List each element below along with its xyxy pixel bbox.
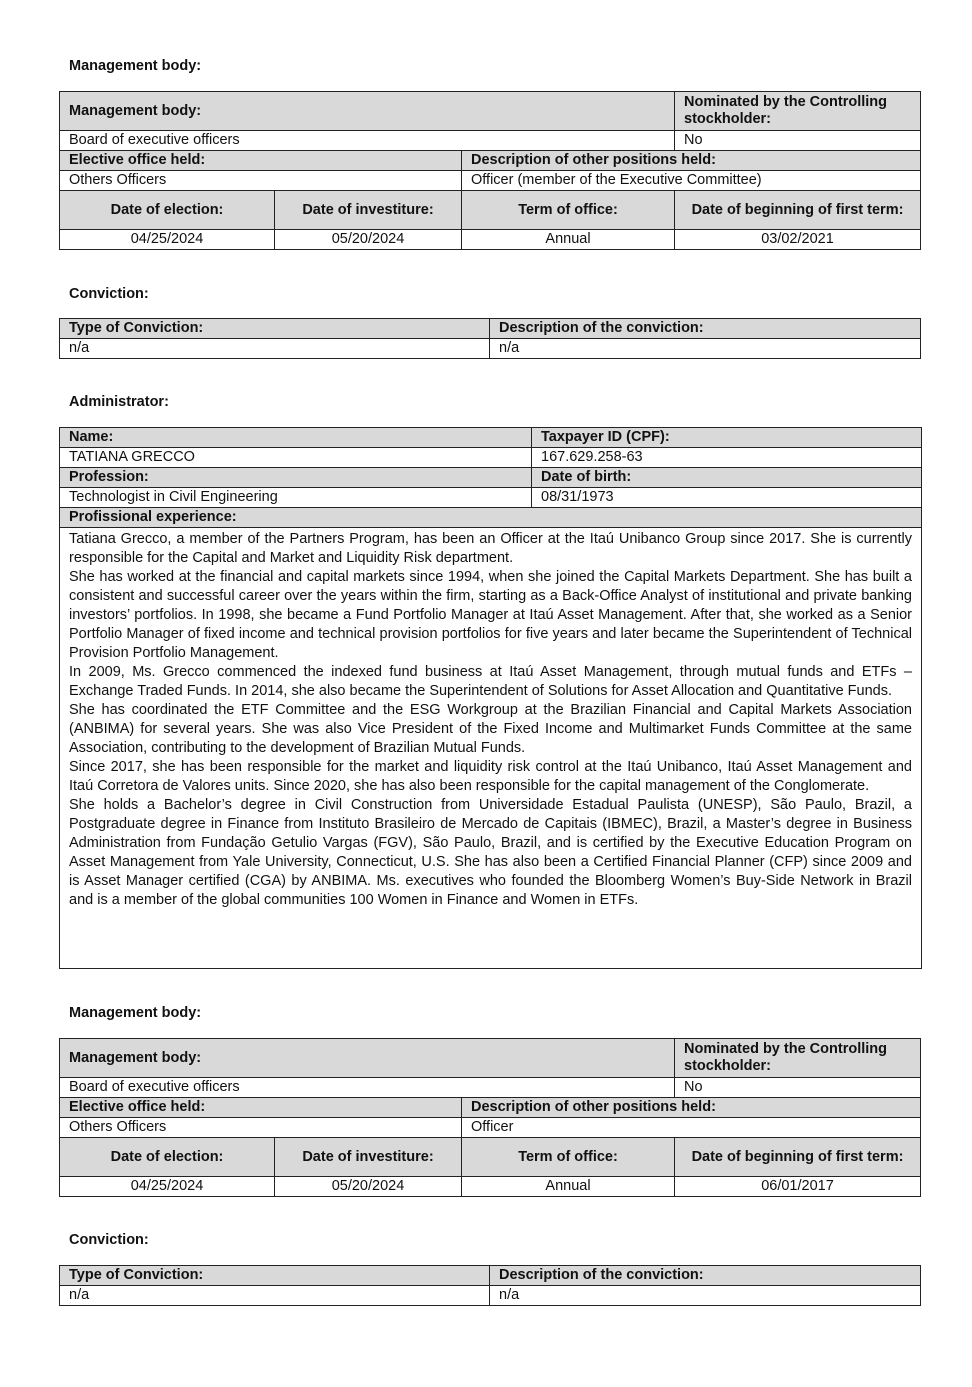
date-election-value: 04/25/2024 [60, 1177, 275, 1197]
conviction-table [59, 318, 921, 359]
other-positions-header: Description of other positions held: [462, 1098, 921, 1118]
elective-office-header: Elective office held: [60, 1098, 462, 1118]
nominated-header: Nominated by the Controlling stockholder: [675, 1039, 921, 1078]
other-positions-value: Officer [462, 1118, 921, 1138]
first-term-header: Date of beginning of first term: [675, 191, 921, 230]
conviction-type-header: Type of Conviction: [60, 319, 490, 339]
name-value: TATIANA GRECCO [60, 448, 532, 468]
conviction-title: Conviction: [69, 1232, 149, 1248]
experience-paragraph: She has coordinated the ETF Committee and the ESG Workgroup at the Brazilian Financial and Capital Markets Association (ANBIMA) for several years. She was also Vice President of the Fixed Income and Multimarket Funds Committee at the same Association, contributing to the development of Brazilian Mutual Funds. [69, 702, 912, 756]
date-election-header: Date of election: [60, 191, 275, 230]
name-header: Name: [60, 428, 532, 448]
experience-paragraph: Since 2017, she has been responsible for the market and liquidity risk control at the Itaú Unibanco, Itaú Asset Management and Itaú Corretora de Valores units. Since 2020, she has also been responsible for the capital management of the Conglomerate. [69, 759, 912, 794]
experience-paragraph: In 2009, Ms. Grecco commenced the indexed fund business at Itaú Asset Management, through mutual funds and ETFs – Exchange Traded Funds. In 2014, she also became the Superintendent of Solutions for Asset Allocation and Quantitative Funds. [69, 664, 912, 699]
administrator-title: Administrator: [69, 394, 169, 410]
conviction-type-value: n/a [60, 1286, 490, 1306]
elective-office-value: Others Officers [60, 1118, 462, 1138]
birth-header: Date of birth: [532, 468, 922, 488]
cpf-header: Taxpayer ID (CPF): [532, 428, 922, 448]
conviction-type-value: n/a [60, 339, 490, 359]
management-body-table [59, 91, 921, 250]
first-term-header: Date of beginning of first term: [675, 1138, 921, 1177]
other-positions-header: Description of other positions held: [462, 151, 921, 171]
experience-paragraph: She holds a Bachelor’s degree in Civil Construction from Universidade Estadual Paulista (UNESP), São Paulo, Brazil, a Postgraduate degree in Finance from Instituto Brasileiro de Mercado de Capitais (IBMEC), Brazil, a Master’s degree in Business Administration from Fundação Getulio Vargas (FGV), São Paulo, Brazil, and is certified by the Executive Education Program on Asset Management from Yale University, Connecticut, U.S. She has also been a Certified Financial Planner (CFP) since 2009 and is Asset Manager certified (CGA) by ANBIMA. Ms. executives who founded the Bloomberg Women’s Buy-Side Network in Brazil and is a member of the global communities 100 Women in Finance and Women in ETFs. [69, 797, 912, 908]
conviction-table [59, 1265, 921, 1306]
nominated-value: No [675, 1078, 921, 1098]
management-body-value: Board of executive officers [60, 1078, 675, 1098]
term-value: Annual [462, 1177, 675, 1197]
term-value: Annual [462, 230, 675, 250]
management-body-title: Management body: [69, 1005, 202, 1021]
experience-text [60, 528, 922, 969]
management-body-header: Management body: [60, 1039, 675, 1078]
profession-header: Profession: [60, 468, 532, 488]
elective-office-header: Elective office held: [60, 151, 462, 171]
term-header: Term of office: [462, 1138, 675, 1177]
profession-value: Technologist in Civil Engineering [60, 488, 532, 508]
cpf-value: 167.629.258-63 [532, 448, 922, 468]
conviction-description-value: n/a [490, 1286, 921, 1306]
first-term-value: 06/01/2017 [675, 1177, 921, 1197]
other-positions-value: Officer (member of the Executive Committee) [462, 171, 921, 191]
date-election-value: 04/25/2024 [60, 230, 275, 250]
term-header: Term of office: [462, 191, 675, 230]
date-investiture-value: 05/20/2024 [275, 1177, 462, 1197]
conviction-type-header: Type of Conviction: [60, 1266, 490, 1286]
experience-paragraph: She has worked at the financial and capital markets since 1994, when she joined the Capital Markets Department. She has built a consistent and successful career over the years within the firm, starting as a Back-Office Analyst of institutional and private banking investors’ portfolios. In 1998, she became a Fund Portfolio Manager at Itaú Asset Management. After that, she worked as a Senior Portfolio Manager of fixed income and technical provision portfolios for five years and later became the Superintendent of Technical Provision Portfolio Management. [69, 569, 912, 661]
date-investiture-value: 05/20/2024 [275, 230, 462, 250]
nominated-header: Nominated by the Controlling stockholder: [675, 92, 921, 131]
elective-office-value: Others Officers [60, 171, 462, 191]
experience-paragraph: Tatiana Grecco, a member of the Partners Program, has been an Officer at the Itaú Unibanco Group since 2017. She is currently responsible for the Capital and Market and Liquidity Risk department. [69, 531, 912, 566]
birth-value: 08/31/1973 [532, 488, 922, 508]
conviction-title: Conviction: [69, 286, 149, 302]
date-investiture-header: Date of investiture: [275, 191, 462, 230]
date-investiture-header: Date of investiture: [275, 1138, 462, 1177]
conviction-description-header: Description of the conviction: [490, 1266, 921, 1286]
conviction-description-header: Description of the conviction: [490, 319, 921, 339]
nominated-value: No [675, 131, 921, 151]
date-election-header: Date of election: [60, 1138, 275, 1177]
conviction-description-value: n/a [490, 339, 921, 359]
first-term-value: 03/02/2021 [675, 230, 921, 250]
management-body-header: Management body: [60, 92, 675, 131]
management-body-table [59, 1038, 921, 1197]
administrator-table [59, 427, 922, 969]
management-body-title: Management body: [69, 58, 202, 74]
experience-header: Profissional experience: [60, 508, 922, 528]
management-body-value: Board of executive officers [60, 131, 675, 151]
